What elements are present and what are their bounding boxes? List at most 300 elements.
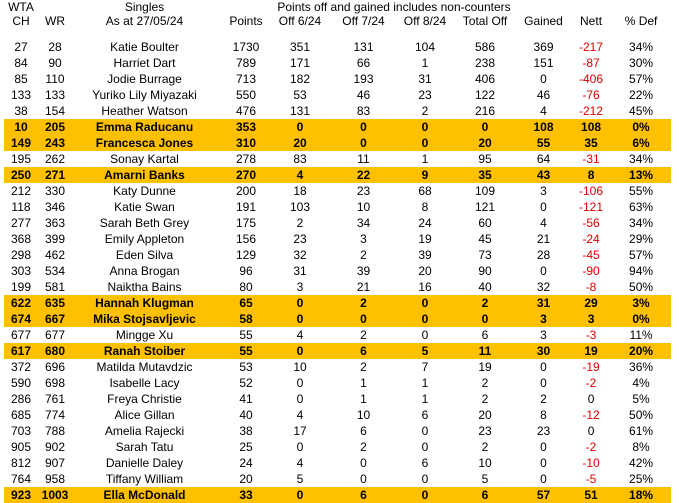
cell-ch: 199 xyxy=(10,280,32,294)
cell-ch: 118 xyxy=(11,200,31,214)
cell-gained: 0 xyxy=(540,440,547,454)
cell-off-7-24: 22 xyxy=(331,167,396,183)
cell-pct-def: 42% xyxy=(629,456,654,470)
cell-total-off: 2 xyxy=(454,295,516,311)
cell-wr: 133 xyxy=(44,88,66,102)
cell-gained: 23 xyxy=(536,424,551,438)
cell-name: Freya Christie xyxy=(107,392,182,406)
cell-wr: 330 xyxy=(44,184,66,198)
cell-off-8-24: 20 xyxy=(418,264,432,278)
table-row xyxy=(4,183,671,199)
cell-gained: 151 xyxy=(533,56,554,70)
cell-off-7-24: 0 xyxy=(360,472,367,486)
cell-off-6-24: 182 xyxy=(289,72,311,86)
cell-off-8-24: 23 xyxy=(418,88,432,102)
cell-nett: 0 xyxy=(587,392,595,406)
cell-off-7-24: 193 xyxy=(353,72,374,86)
table-row xyxy=(4,439,671,455)
cell-wr: 90 xyxy=(48,56,62,70)
cell-total-off: 23 xyxy=(478,424,492,438)
cell-off-8-24: 0 xyxy=(421,424,429,438)
cell-off-6-24: 53 xyxy=(293,88,307,102)
cell-nett: -56 xyxy=(582,216,600,230)
cell-off-8-24: 1 xyxy=(421,56,429,70)
cell-pct-def: 29% xyxy=(629,232,654,246)
cell-name: Anna Brogan xyxy=(109,264,180,278)
cell-ch: 133 xyxy=(10,88,32,102)
cell-gained: 3 xyxy=(540,328,547,342)
cell-total-off: 40 xyxy=(478,280,492,294)
col-header-points: Points xyxy=(229,14,263,28)
cell-nett: -76 xyxy=(582,88,600,102)
cell-total-off: 5 xyxy=(481,472,489,486)
cell-off-8-24: 0 xyxy=(421,328,429,342)
cell-pct-def: 94% xyxy=(629,264,654,278)
cell-off-7-24: 6 xyxy=(360,424,367,438)
col-header-total-off: Total Off xyxy=(462,14,508,28)
cell-wr: 902 xyxy=(44,440,66,454)
cell-off-7-24: 0 xyxy=(331,311,396,327)
cell-off-7-24: 1 xyxy=(360,392,367,406)
cell-ch: 85 xyxy=(14,72,28,86)
points-note: Points off and gained includes non-counters xyxy=(277,0,511,14)
cell-wr: 774 xyxy=(44,408,66,422)
cell-off-7-24: 131 xyxy=(353,40,374,54)
cell-off-7-24: 2 xyxy=(360,248,367,262)
cell-wr: 677 xyxy=(44,328,66,342)
col-header-pct-def: % Def xyxy=(624,14,658,28)
cell-total-off: 95 xyxy=(478,152,492,166)
cell-pct-def: 50% xyxy=(629,280,654,294)
cell-total-off: 11 xyxy=(454,343,516,359)
cell-off-8-24: 0 xyxy=(396,295,454,311)
cell-name: Emily Appleton xyxy=(104,232,185,246)
cell-ch: 764 xyxy=(10,472,32,486)
cell-off-6-24: 0 xyxy=(269,295,331,311)
col-header-off-7-24: Off 7/24 xyxy=(342,14,385,28)
cell-off-8-24: 1 xyxy=(421,376,429,390)
cell-total-off: 90 xyxy=(478,264,492,278)
cell-off-7-24: 21 xyxy=(356,280,371,294)
cell-off-7-24: 34 xyxy=(356,216,371,230)
cell-points: 129 xyxy=(235,248,257,262)
cell-nett: -31 xyxy=(582,152,600,166)
cell-gained: 0 xyxy=(540,376,547,390)
cell-points: 200 xyxy=(235,184,257,198)
cell-gained: 21 xyxy=(536,232,551,246)
cell-total-off: 121 xyxy=(474,200,496,214)
cell-ch: 212 xyxy=(10,184,32,198)
cell-nett: 108 xyxy=(571,119,611,135)
cell-pct-def: 34% xyxy=(629,152,654,166)
cell-ch: 617 xyxy=(4,343,38,359)
cell-total-off: 586 xyxy=(474,40,496,54)
cell-pct-def: 50% xyxy=(629,408,654,422)
cell-ch: 303 xyxy=(10,264,32,278)
cell-points: 1730 xyxy=(232,40,260,54)
cell-ch: 10 xyxy=(4,119,38,135)
table-row xyxy=(4,343,671,359)
section-title: Singles xyxy=(124,0,165,14)
cell-wr: 581 xyxy=(44,280,66,294)
cell-pct-def: 63% xyxy=(629,200,654,214)
cell-total-off: 216 xyxy=(474,104,496,118)
cell-off-8-24: 1 xyxy=(421,392,429,406)
cell-points: 20 xyxy=(239,472,253,486)
cell-off-8-24: 24 xyxy=(418,216,432,230)
cell-name: Matilda Mutavdzic xyxy=(96,360,193,374)
cell-total-off: 238 xyxy=(474,56,496,70)
cell-gained: 32 xyxy=(536,280,551,294)
cell-points: 156 xyxy=(235,232,257,246)
table-row xyxy=(4,71,671,87)
cell-points: 55 xyxy=(217,343,269,359)
cell-off-6-24: 10 xyxy=(293,360,307,374)
cell-total-off: 20 xyxy=(454,135,516,151)
cell-nett: 35 xyxy=(571,135,611,151)
table-row xyxy=(4,295,671,311)
cell-wr: 696 xyxy=(44,360,66,374)
cell-name: Sarah Beth Grey xyxy=(99,216,190,230)
cell-total-off: 73 xyxy=(478,248,492,262)
cell-off-6-24: 20 xyxy=(269,135,331,151)
cell-nett: -19 xyxy=(582,360,600,374)
cell-name: Hannah Klugman xyxy=(72,295,217,311)
table-row xyxy=(4,391,671,407)
cell-name: Amarni Banks xyxy=(72,167,217,183)
cell-total-off: 122 xyxy=(474,88,496,102)
table-row xyxy=(4,135,671,151)
cell-total-off: 406 xyxy=(474,72,496,86)
cell-off-8-24: 16 xyxy=(418,280,432,294)
cell-ch: 685 xyxy=(10,408,32,422)
cell-points: 38 xyxy=(239,424,253,438)
cell-off-7-24: 1 xyxy=(360,376,367,390)
cell-off-6-24: 0 xyxy=(296,376,304,390)
cell-off-7-24: 83 xyxy=(356,104,371,118)
cell-nett: -87 xyxy=(582,56,600,70)
cell-ch: 286 xyxy=(10,392,32,406)
cell-name: Ella McDonald xyxy=(72,487,217,503)
cell-off-6-24: 0 xyxy=(269,311,331,327)
cell-nett: -406 xyxy=(579,72,604,86)
table-row xyxy=(4,87,671,103)
cell-wr: 958 xyxy=(44,472,66,486)
col-header-as-at: As at 27/05/24 xyxy=(105,14,184,28)
cell-off-6-24: 0 xyxy=(296,440,304,454)
cell-off-6-24: 103 xyxy=(289,200,311,214)
cell-name: Harriet Dart xyxy=(113,56,176,70)
cell-gained: 0 xyxy=(540,72,547,86)
table-row xyxy=(4,423,671,439)
cell-points: 25 xyxy=(239,440,253,454)
cell-total-off: 6 xyxy=(454,487,516,503)
cell-nett: 19 xyxy=(571,343,611,359)
cell-total-off: 2 xyxy=(481,440,489,454)
cell-nett: -2 xyxy=(585,376,597,390)
table-row xyxy=(4,151,671,167)
cell-off-8-24: 0 xyxy=(396,119,454,135)
cell-total-off: 35 xyxy=(454,167,516,183)
cell-off-7-24: 10 xyxy=(356,200,371,214)
cell-pct-def: 13% xyxy=(611,167,671,183)
table-row xyxy=(4,375,671,391)
cell-gained: 43 xyxy=(516,167,571,183)
cell-pct-def: 0% xyxy=(611,311,671,327)
cell-off-7-24: 6 xyxy=(331,487,396,503)
cell-pct-def: 30% xyxy=(629,56,654,70)
cell-off-6-24: 4 xyxy=(296,456,304,470)
cell-off-7-24: 11 xyxy=(357,152,370,166)
cell-nett: -121 xyxy=(579,200,604,214)
cell-points: 24 xyxy=(239,456,253,470)
table-row xyxy=(4,407,671,423)
cell-off-7-24: 2 xyxy=(331,295,396,311)
cell-off-8-24: 6 xyxy=(421,456,429,470)
cell-points: 191 xyxy=(235,200,257,214)
cell-ch: 674 xyxy=(4,311,38,327)
cell-pct-def: 55% xyxy=(629,184,654,198)
cell-gained: 369 xyxy=(533,40,554,54)
table-row xyxy=(4,167,671,183)
cell-wr: 243 xyxy=(38,135,72,151)
cell-nett: -8 xyxy=(585,280,597,294)
header-row-columns xyxy=(4,14,671,29)
cell-pct-def: 22% xyxy=(629,88,654,102)
cell-off-8-24: 2 xyxy=(421,104,429,118)
cell-gained: 57 xyxy=(516,487,571,503)
cell-ch: 590 xyxy=(10,376,32,390)
cell-ch: 812 xyxy=(10,456,32,470)
cell-wr: 110 xyxy=(45,72,65,86)
cell-gained: 2 xyxy=(540,392,547,406)
cell-name: Sonay Kartal xyxy=(110,152,179,166)
cell-nett: -212 xyxy=(579,104,604,118)
cell-points: 310 xyxy=(217,135,269,151)
cell-points: 58 xyxy=(217,311,269,327)
cell-gained: 0 xyxy=(540,360,547,374)
cell-ch: 84 xyxy=(14,56,28,70)
cell-off-6-24: 171 xyxy=(289,56,311,70)
cell-off-6-24: 83 xyxy=(293,152,307,166)
table-row xyxy=(4,311,671,327)
cell-gained: 0 xyxy=(540,200,547,214)
cell-wr: 667 xyxy=(38,311,72,327)
wta-label: WTA xyxy=(8,0,34,14)
cell-pct-def: 36% xyxy=(629,360,654,374)
cell-off-7-24: 2 xyxy=(360,440,367,454)
cell-wr: 363 xyxy=(44,216,66,230)
cell-nett: -90 xyxy=(582,264,600,278)
cell-off-8-24: 39 xyxy=(418,248,432,262)
cell-wr: 462 xyxy=(44,248,66,262)
cell-off-8-24: 9 xyxy=(396,167,454,183)
cell-pct-def: 57% xyxy=(629,72,654,86)
cell-nett: -106 xyxy=(579,184,604,198)
cell-total-off: 0 xyxy=(454,311,516,327)
cell-total-off: 2 xyxy=(481,376,489,390)
cell-total-off: 45 xyxy=(478,232,492,246)
cell-off-7-24: 0 xyxy=(331,135,396,151)
cell-off-8-24: 0 xyxy=(421,472,429,486)
cell-pct-def: 4% xyxy=(632,376,650,390)
cell-points: 270 xyxy=(217,167,269,183)
cell-name: Mika Stojsavljevic xyxy=(72,311,217,327)
cell-wr: 788 xyxy=(44,424,66,438)
rankings-table xyxy=(4,0,671,503)
cell-off-6-24: 0 xyxy=(296,392,304,406)
cell-nett: -10 xyxy=(582,456,600,470)
cell-off-6-24: 3 xyxy=(296,280,304,294)
cell-off-6-24: 0 xyxy=(269,343,331,359)
cell-nett: -5 xyxy=(585,472,597,486)
col-header-off-6-24: Off 6/24 xyxy=(278,14,322,28)
table-row xyxy=(4,327,671,343)
cell-points: 80 xyxy=(239,280,253,294)
cell-total-off: 6 xyxy=(481,328,489,342)
cell-name: Eden Silva xyxy=(115,248,174,262)
cell-off-6-24: 32 xyxy=(293,248,307,262)
cell-gained: 108 xyxy=(516,119,571,135)
cell-off-8-24: 0 xyxy=(396,311,454,327)
cell-pct-def: 5% xyxy=(632,392,650,406)
cell-off-7-24: 2 xyxy=(360,328,367,342)
cell-ch: 677 xyxy=(10,328,32,342)
cell-gained: 0 xyxy=(540,456,547,470)
table-row xyxy=(4,359,671,375)
cell-wr: 154 xyxy=(44,104,66,118)
cell-off-7-24: 23 xyxy=(356,184,371,198)
table-row xyxy=(4,199,671,215)
cell-wr: 28 xyxy=(48,40,62,54)
cell-pct-def: 11% xyxy=(629,328,653,342)
cell-nett: 0 xyxy=(587,424,595,438)
cell-pct-def: 18% xyxy=(611,487,671,503)
cell-off-8-24: 19 xyxy=(418,232,432,246)
cell-gained: 4 xyxy=(540,216,547,230)
cell-total-off: 60 xyxy=(478,216,492,230)
cell-off-6-24: 0 xyxy=(269,487,331,503)
cell-gained: 0 xyxy=(540,264,547,278)
table-row xyxy=(4,119,671,135)
cell-nett: -2 xyxy=(585,440,597,454)
cell-ch: 149 xyxy=(4,135,38,151)
cell-name: Francesca Jones xyxy=(72,135,217,151)
cell-gained: 3 xyxy=(516,311,571,327)
cell-ch: 298 xyxy=(10,248,32,262)
cell-off-6-24: 4 xyxy=(296,408,304,422)
cell-name: Mingge Xu xyxy=(115,328,174,342)
table-row xyxy=(4,471,671,487)
cell-wr: 635 xyxy=(38,295,72,311)
cell-name: Amelia Rajecki xyxy=(104,424,185,438)
cell-points: 476 xyxy=(235,104,257,118)
cell-off-6-24: 131 xyxy=(289,104,311,118)
header-row-top xyxy=(4,0,671,14)
cell-wr: 262 xyxy=(44,152,66,166)
cell-name: Katy Dunne xyxy=(113,184,176,198)
col-header-off-8-24: Off 8/24 xyxy=(403,14,447,28)
cell-pct-def: 20% xyxy=(611,343,671,359)
cell-off-6-24: 23 xyxy=(293,232,307,246)
cell-gained: 0 xyxy=(540,472,547,486)
cell-off-6-24: 351 xyxy=(289,40,311,54)
cell-off-8-24: 1 xyxy=(421,152,429,166)
cell-points: 550 xyxy=(235,88,257,102)
cell-off-6-24: 0 xyxy=(269,119,331,135)
cell-wr: 346 xyxy=(44,200,66,214)
cell-points: 52 xyxy=(239,376,253,390)
cell-wr: 698 xyxy=(44,376,66,390)
cell-off-7-24: 2 xyxy=(360,360,367,374)
cell-pct-def: 57% xyxy=(629,248,654,262)
cell-points: 40 xyxy=(239,408,253,422)
cell-wr: 680 xyxy=(38,343,72,359)
cell-ch: 372 xyxy=(10,360,32,374)
cell-off-7-24: 0 xyxy=(331,119,396,135)
table-row xyxy=(4,247,671,263)
table-row xyxy=(4,279,671,295)
table-body xyxy=(4,0,671,503)
cell-name: Yuriko Lily Miyazaki xyxy=(92,88,197,102)
cell-pct-def: 34% xyxy=(629,40,654,54)
header-spacer xyxy=(4,29,671,39)
table-row xyxy=(4,215,671,231)
cell-name: Isabelle Lacy xyxy=(109,376,180,390)
cell-points: 55 xyxy=(239,328,253,342)
cell-points: 789 xyxy=(235,56,257,70)
cell-pct-def: 3% xyxy=(611,295,671,311)
cell-total-off: 0 xyxy=(454,119,516,135)
cell-ch: 905 xyxy=(10,440,32,454)
cell-gained: 46 xyxy=(536,88,551,102)
cell-wr: 399 xyxy=(44,232,66,246)
cell-nett: -217 xyxy=(579,40,604,54)
cell-ch: 27 xyxy=(14,40,28,54)
table-row xyxy=(4,39,671,55)
col-header-ch: CH xyxy=(12,14,30,28)
cell-off-6-24: 5 xyxy=(296,472,304,486)
cell-pct-def: 34% xyxy=(629,216,654,230)
cell-name: Naiktha Bains xyxy=(107,280,182,294)
cell-points: 278 xyxy=(235,152,257,166)
cell-pct-def: 8% xyxy=(632,440,650,454)
cell-wr: 205 xyxy=(38,119,72,135)
cell-off-8-24: 6 xyxy=(421,408,429,422)
cell-off-6-24: 2 xyxy=(296,216,304,230)
cell-points: 353 xyxy=(217,119,269,135)
cell-off-7-24: 66 xyxy=(356,56,371,70)
cell-ch: 923 xyxy=(4,487,38,503)
cell-name: Katie Swan xyxy=(114,200,175,214)
cell-pct-def: 61% xyxy=(629,424,654,438)
cell-ch: 368 xyxy=(10,232,32,246)
cell-off-8-24: 7 xyxy=(421,360,429,374)
cell-nett: -24 xyxy=(582,232,600,246)
cell-off-6-24: 31 xyxy=(293,264,307,278)
cell-name: Heather Watson xyxy=(101,104,188,118)
cell-gained: 4 xyxy=(540,104,547,118)
cell-name: Jodie Burrage xyxy=(107,72,182,86)
cell-off-7-24: 46 xyxy=(356,88,371,102)
cell-wr: 534 xyxy=(44,264,66,278)
cell-off-8-24: 68 xyxy=(418,184,432,198)
cell-total-off: 109 xyxy=(474,184,496,198)
cell-pct-def: 0% xyxy=(611,119,671,135)
cell-off-8-24: 8 xyxy=(421,200,429,214)
cell-pct-def: 45% xyxy=(629,104,654,118)
cell-wr: 271 xyxy=(38,167,72,183)
